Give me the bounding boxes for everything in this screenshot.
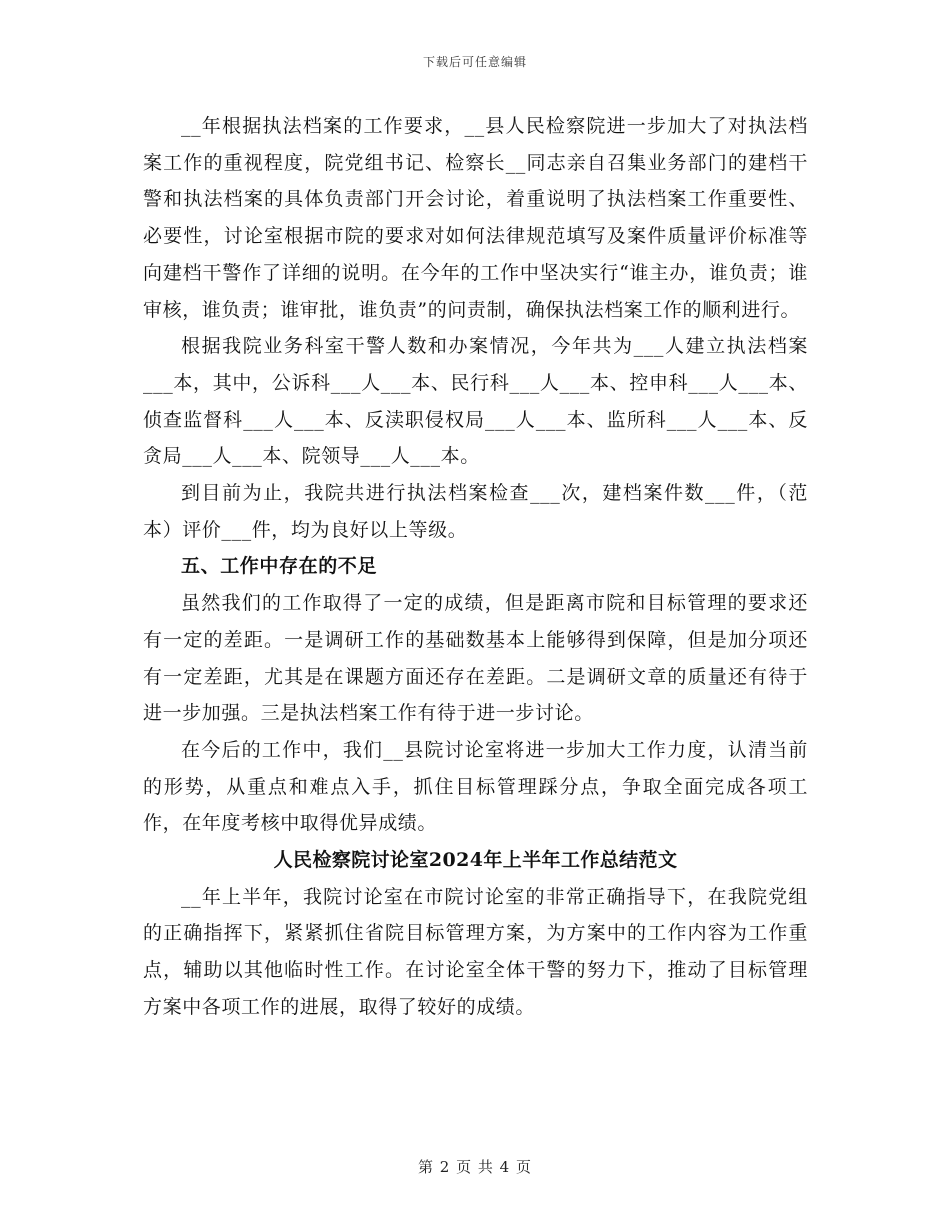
section-heading-shortcomings: 五、工作中存在的不足 [181, 555, 378, 578]
paragraph-inspection-summary: 到目前为止，我院共进行执法档案检查___次，建档案件数___件，（范本）评价___件，均为良好以上等级。 [143, 482, 808, 541]
header-note: 下载后可任意编辑 [422, 55, 527, 69]
document-title: 人民检察院讨论室2024年上半年工作总结范文 [273, 849, 678, 872]
paragraph-archive-counts: 根据我院业务科室干警人数和办案情况，今年共为___人建立执法档案___本，其中，公诉科___人___本、民行科___人___本、控申科___人___本、侦查监督科___人___本、反渎职侵权局___人___本、监所科___人___本、反贪局___人___本、院领导___人___本。 [143, 335, 808, 468]
paragraph-shortcomings: 虽然我们的工作取得了一定的成绩，但是距离市院和目标管理的要求还有一定的差距。一是调研工作的基础数基本上能够得到保障，但是加分项还有一定差距，尤其是在课题方面还存在差距。二是调研文章的质量还有待于进一步加强。三是执法档案工作有待于进一步讨论。 [143, 592, 808, 725]
paragraph-future-work: 在今后的工作中，我们__县院讨论室将进一步加大工作力度，认清当前的形势，从重点和难点入手，抓住目标管理踩分点，争取全面完成各项工作，在年度考核中取得优异成绩。 [143, 738, 808, 835]
document-body [143, 108, 808, 1026]
paragraph-first-half-summary: __年上半年，我院讨论室在市院讨论室的非常正确指导下，在我院党组的正确指挥下，紧紧抓住省院目标管理方案，为方案中的工作内容为工作重点，辅助以其他临时性工作。在讨论室全体干警的努力下，推动了目标管理方案中各项工作的进展，取得了较好的成绩。 [143, 885, 808, 1018]
paragraph-archive-requirements: __年根据执法档案的工作要求，__县人民检察院进一步加大了对执法档案工作的重视程度，院党组书记、检察长__同志亲自召集业务部门的建档干警和执法档案的具体负责部门开会讨论，着重说明了执法档案工作重要性、必要性，讨论室根据市院的要求对如何法律规范填写及案件质量评价标准等向建档干警作了详细的说明。在今年的工作中坚决实行“谁主办，谁负责；谁审核，谁负责；谁审批，谁负责”的问责制，确保执法档案工作的顺利进行。 [143, 115, 808, 321]
page-number-indicator: 第 2 页 共 4 页 [418, 1158, 532, 1176]
